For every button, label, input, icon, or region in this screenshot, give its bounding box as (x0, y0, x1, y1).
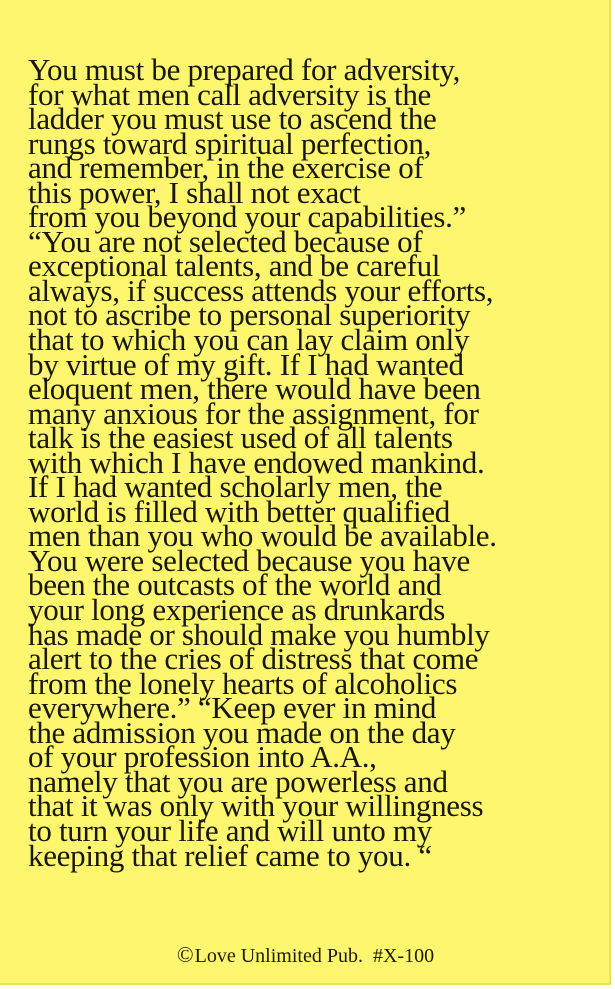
text-line: rungs toward spiritual perfection, (28, 125, 432, 161)
text-line: the admission you made on the day (28, 714, 456, 750)
text-line: keeping that relief came to you. “ (28, 837, 432, 873)
text-line: everywhere.” “Keep ever in mind (28, 690, 437, 726)
text-line: not to ascribe to personal superiority (28, 297, 471, 333)
text-line: has made or should make you humbly (28, 616, 490, 652)
text-line: for what men call adversity is the (28, 76, 432, 112)
text-line: with which I have endowed mankind. (28, 444, 485, 480)
text-line: this power, I shall not exact (28, 174, 361, 210)
text-line: namely that you are powerless and (28, 763, 448, 799)
text-line: that it was only with your willingness (28, 788, 484, 824)
text-line: talk is the easiest used of all talents (28, 420, 453, 456)
card-body-text (28, 52, 588, 873)
text-line: to turn your life and will unto my (28, 812, 432, 848)
product-code: #X-100 (372, 945, 435, 967)
text-line: that to which you can lay claim only (28, 322, 470, 358)
copyright-icon: © (176, 942, 194, 967)
copyright-footer (0, 942, 611, 968)
text-line: men than you who would be available. (28, 518, 497, 554)
text-line: and remember, in the exercise of (28, 150, 424, 186)
text-line: You must be prepared for adversity, (28, 52, 461, 87)
text-line: If I had wanted scholarly men, the (28, 469, 443, 505)
text-line: always, if success attends your efforts, (28, 272, 494, 308)
text-line: eloquent men, there would have been (28, 371, 481, 407)
text-line: from you beyond your capabilities.” (28, 199, 467, 235)
text-line: from the lonely hearts of alcoholics (28, 665, 458, 701)
text-line: many anxious for the assignment, for (28, 395, 479, 431)
text-line: of your profession into A.A., (28, 739, 377, 775)
text-line: alert to the cries of distress that come (28, 641, 479, 677)
text-line: ladder you must use to ascend the (28, 101, 437, 137)
text-line: exceptional talents, and be careful (28, 248, 441, 284)
text-line: You were selected because you have (28, 542, 471, 578)
text-line: been the outcasts of the world and (28, 567, 442, 603)
text-line: your long experience as drunkards (28, 592, 446, 628)
text-line: by virtue of my gift. If I had wanted (28, 346, 464, 382)
text-line: world is filled with better qualified (28, 493, 450, 529)
publisher-name: Love Unlimited Pub. (194, 945, 363, 967)
text-line: “You are not selected because of (28, 223, 423, 259)
